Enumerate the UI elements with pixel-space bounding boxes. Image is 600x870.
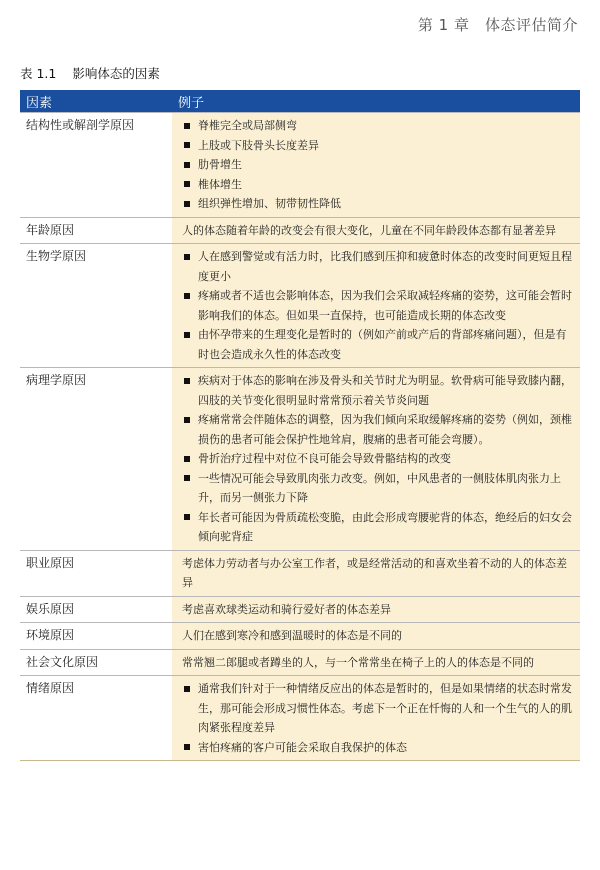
bullet-icon <box>184 162 190 168</box>
factor-cell: 年龄原因 <box>20 218 172 244</box>
list-item <box>178 508 572 547</box>
table-number: 表 1.1 <box>20 66 57 81</box>
list-item <box>178 410 572 449</box>
item-text: 由怀孕带来的生理变化是暂时的（例如产前或产后的背部疼痛问题），但是有时也会造成永久性的体态改变 <box>198 328 567 361</box>
bullet-icon <box>184 475 190 481</box>
running-head: 第 1 章 体态评估简介 <box>417 16 578 34</box>
item-text: 椎体增生 <box>198 177 242 191</box>
item-text: 上肢或下肢骨头长度差异 <box>198 138 319 152</box>
examples-cell <box>172 551 580 596</box>
list-item <box>178 116 572 136</box>
table-row <box>20 550 580 596</box>
item-text: 疾病对于体态的影响在涉及骨头和关节时尤为明显。软骨病可能导致膝内翻，四肢的关节变化很明显时常常预示着关节炎问题 <box>198 374 572 407</box>
bullet-icon <box>184 514 190 520</box>
list-item <box>178 738 572 758</box>
bullet-icon <box>184 123 190 129</box>
item-text: 年长者可能因为骨质疏松变脆，由此会形成弯腰驼背的体态，绝经后的妇女会倾向驼背症 <box>198 510 572 543</box>
table-title: 影响体态的因素 <box>72 66 160 81</box>
header-examples: 例子 <box>178 95 205 111</box>
example-text: 人的体态随着年龄的改变会有很大变化，儿童在不同年龄段体态都有显著差异 <box>182 223 556 237</box>
factors-table <box>20 90 580 761</box>
bullet-icon <box>184 744 190 750</box>
example-text: 人们在感到寒冷和感到温暖时的体态是不同的 <box>182 629 402 642</box>
factor-cell: 病理学原因 <box>20 368 172 550</box>
item-text: 肋骨增生 <box>198 158 242 171</box>
examples-cell <box>172 218 580 244</box>
examples-cell <box>172 368 580 550</box>
list-item <box>178 371 572 410</box>
factor-cell: 生物学原因 <box>20 244 172 367</box>
bullet-icon <box>184 417 190 423</box>
bullet-icon <box>184 201 190 207</box>
table-row <box>20 367 580 550</box>
table-row <box>20 675 580 760</box>
item-text: 人在感到警觉或有活力时，比我们感到压抑和疲惫时体态的改变时间更短且程度更小 <box>198 250 572 283</box>
header-factor: 因素 <box>26 95 53 111</box>
item-text: 一些情况可能会导致肌肉张力改变。例如，中风患者的一侧肢体肌肉张力上升，而另一侧张力下降 <box>198 471 561 504</box>
item-text: 脊椎完全或局部侧弯 <box>198 119 297 132</box>
bullet-icon <box>184 686 190 692</box>
table-row <box>20 243 580 367</box>
example-text: 考虑体力劳动者与办公室工作者，或是经常活动的和喜欢坐着不动的人的体态差异 <box>182 556 567 589</box>
list-item <box>178 469 572 508</box>
factor-cell: 情绪原因 <box>20 676 172 760</box>
table-row <box>20 649 580 676</box>
list-item <box>178 325 572 364</box>
examples-cell <box>172 623 580 649</box>
bullet-icon <box>184 293 190 299</box>
table-row <box>20 622 580 649</box>
bullet-icon <box>184 181 190 187</box>
examples-cell <box>172 244 580 367</box>
examples-cell <box>172 676 580 760</box>
bullet-icon <box>184 456 190 462</box>
table-row <box>20 112 580 217</box>
item-text: 通常我们针对于一种情绪反应出的体态是暂时的，但是如果情绪的状态时常发生，那可能会形成习惯性体态。考虑下一个正在忏悔的人和一个生气的人的肌肉紧张程度差异 <box>198 682 572 734</box>
item-text: 疼痛或者不适也会影响体态，因为我们会采取减轻疼痛的姿势，这可能会暂时影响我们的体态。但如果一直保持，也可能造成长期的体态改变 <box>198 289 572 322</box>
table-header <box>20 90 580 112</box>
list-item <box>178 136 572 156</box>
examples-cell <box>172 650 580 676</box>
examples-cell <box>172 113 580 217</box>
table-caption <box>20 64 160 82</box>
factor-cell: 结构性或解剖学原因 <box>20 113 172 217</box>
bullet-icon <box>184 378 190 384</box>
bullet-icon <box>184 254 190 260</box>
list-item <box>178 247 572 286</box>
bullet-icon <box>184 332 190 338</box>
item-text: 害怕疼痛的客户可能会采取自我保护的体态 <box>198 740 407 754</box>
list-item <box>178 194 572 214</box>
item-text: 疼痛常常会伴随体态的调整，因为我们倾向采取缓解疼痛的姿势（例如，颈椎损伤的患者可能会保护性地耸肩，腹痛的患者可能会弯腰）。 <box>198 413 572 446</box>
list-item <box>178 155 572 175</box>
factor-cell: 娱乐原因 <box>20 597 172 623</box>
list-item <box>178 286 572 325</box>
list-item <box>178 175 572 195</box>
example-text: 考虑喜欢球类运动和骑行爱好者的体态差异 <box>182 602 391 616</box>
list-item <box>178 449 572 469</box>
factor-cell: 社会文化原因 <box>20 650 172 676</box>
item-text: 组织弹性增加、韧带韧性降低 <box>198 197 341 210</box>
item-text: 骨折治疗过程中对位不良可能会导致骨骼结构的改变 <box>198 452 451 465</box>
factor-cell: 环境原因 <box>20 623 172 649</box>
table-row <box>20 217 580 244</box>
example-text: 常常翘二郎腿或者蹲坐的人，与一个常常坐在椅子上的人的体态是不同的 <box>182 655 534 669</box>
list-item <box>178 679 572 738</box>
table-row <box>20 596 580 623</box>
bullet-icon <box>184 142 190 148</box>
factor-cell: 职业原因 <box>20 551 172 596</box>
examples-cell <box>172 597 580 623</box>
